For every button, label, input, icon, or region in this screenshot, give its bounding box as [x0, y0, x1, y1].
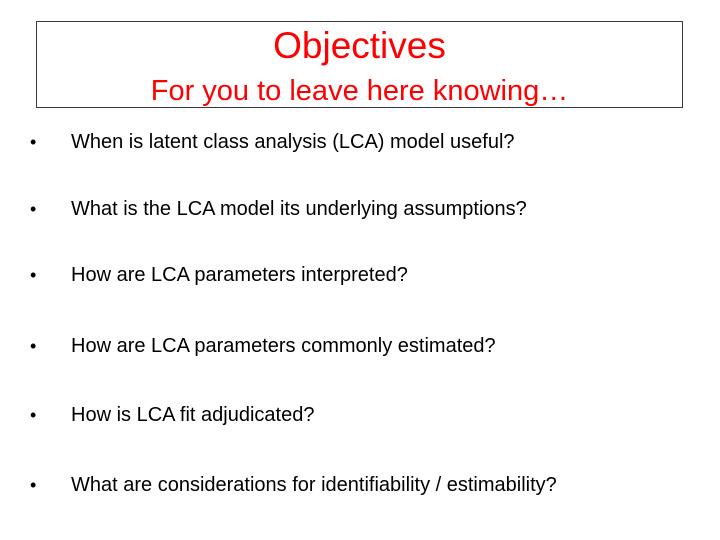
bullet-text: When is latent class analysis (LCA) model useful? — [71, 131, 515, 153]
bullet-marker: • — [30, 265, 37, 285]
bullet-marker: • — [30, 475, 37, 495]
bullet-item — [0, 328, 720, 364]
bullet-item — [0, 191, 720, 227]
bullet-marker: • — [30, 132, 37, 152]
bullet-item — [0, 257, 720, 293]
bullet-marker: • — [30, 199, 37, 219]
bullet-text: What are considerations for identifiability / estimability? — [71, 474, 557, 496]
bullet-item — [0, 397, 720, 433]
title-box — [36, 21, 683, 108]
bullet-text: How are LCA parameters commonly estimated? — [71, 335, 496, 357]
bullet-marker: • — [30, 336, 37, 356]
slide-title: Objectives — [273, 25, 446, 66]
bullet-text: What is the LCA model its underlying assumptions? — [71, 198, 527, 220]
bullet-text: How are LCA parameters interpreted? — [71, 264, 408, 286]
bullet-item — [0, 467, 720, 503]
bullet-text: How is LCA fit adjudicated? — [71, 404, 315, 426]
slide-subtitle: For you to leave here knowing… — [150, 75, 569, 107]
bullet-marker: • — [30, 405, 37, 425]
bullet-item — [0, 124, 720, 160]
